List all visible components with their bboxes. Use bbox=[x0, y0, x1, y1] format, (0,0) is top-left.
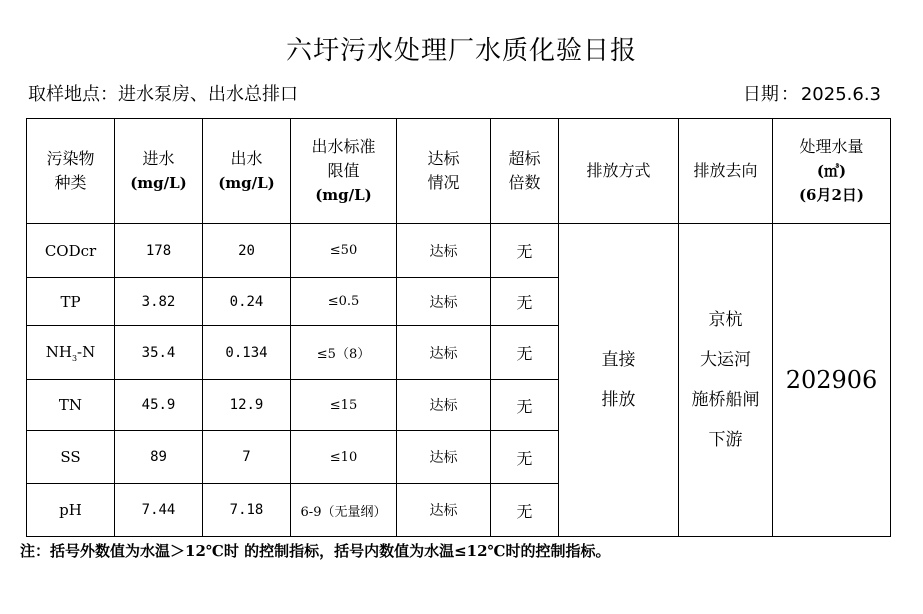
header-volume: 处理水量 (㎥) (6月2日) bbox=[773, 119, 891, 224]
effluent-value: 20 bbox=[203, 224, 291, 278]
pollutant-name: TP bbox=[27, 278, 115, 326]
limit-value: ≤10 bbox=[291, 431, 397, 484]
report-date: 日期 ： 2025.6.3 bbox=[742, 84, 881, 105]
limit-value: ≤0.5 bbox=[291, 278, 397, 326]
limit-value: ≤15 bbox=[291, 380, 397, 431]
header-discharge-method: 排放方式 bbox=[559, 119, 679, 224]
status-value: 达标 bbox=[397, 380, 491, 431]
exceed-value: 无 bbox=[491, 326, 559, 380]
footnote: 注：括号外数值为水温＞12℃时 的控制指标，括号内数值为水温≤12℃时的控制指标。 bbox=[20, 542, 611, 560]
influent-value: 3.82 bbox=[115, 278, 203, 326]
header-effluent: 出水 (mg/L) bbox=[203, 119, 291, 224]
header-discharge-destination: 排放去向 bbox=[679, 119, 773, 224]
status-value: 达标 bbox=[397, 278, 491, 326]
date-label: 日期 bbox=[742, 84, 779, 105]
influent-value: 35.4 bbox=[115, 326, 203, 380]
influent-value: 178 bbox=[115, 224, 203, 278]
limit-value: ≤5（8） bbox=[291, 326, 397, 380]
discharge-destination-cell: 京杭 大运河 施桥船闸 下游 bbox=[679, 224, 773, 537]
pollutant-name: $NH_3-N$ bbox=[27, 326, 115, 380]
pollutant-name: TN bbox=[27, 380, 115, 431]
header-limit: 出水标准 限值 (mg/L) bbox=[291, 119, 397, 224]
treated-volume: 202906 bbox=[773, 224, 891, 537]
status-value: 达标 bbox=[397, 326, 491, 380]
header-pollutant: 污染物 种类 bbox=[27, 119, 115, 224]
status-value: 达标 bbox=[397, 431, 491, 484]
status-value: 达标 bbox=[397, 484, 491, 537]
header-influent: 进水 (mg/L) bbox=[115, 119, 203, 224]
effluent-value: 0.24 bbox=[203, 278, 291, 326]
effluent-value: 7.18 bbox=[203, 484, 291, 537]
exceed-value: 无 bbox=[491, 278, 559, 326]
date-value: 2025.6.3 bbox=[800, 84, 881, 105]
limit-value: 6-9（无量纲） bbox=[291, 484, 397, 537]
influent-value: 45.9 bbox=[115, 380, 203, 431]
effluent-value: 7 bbox=[203, 431, 291, 484]
sampling-location: 取样地点：进水泵房、出水总排口 bbox=[28, 84, 298, 105]
influent-value: 89 bbox=[115, 431, 203, 484]
water-quality-table bbox=[26, 118, 891, 537]
effluent-value: 0.134 bbox=[203, 326, 291, 380]
discharge-method-cell: 直接 排放 bbox=[559, 224, 679, 537]
pollutant-name: pH bbox=[27, 484, 115, 537]
status-value: 达标 bbox=[397, 224, 491, 278]
exceed-value: 无 bbox=[491, 224, 559, 278]
exceed-value: 无 bbox=[491, 431, 559, 484]
pollutant-name: CODcr bbox=[27, 224, 115, 278]
effluent-value: 12.9 bbox=[203, 380, 291, 431]
pollutant-name: SS bbox=[27, 431, 115, 484]
header-exceed: 超标 倍数 bbox=[491, 119, 559, 224]
exceed-value: 无 bbox=[491, 484, 559, 537]
influent-value: 7.44 bbox=[115, 484, 203, 537]
header-status: 达标 情况 bbox=[397, 119, 491, 224]
report-title: 六圩污水处理厂水质化验日报 bbox=[285, 36, 637, 66]
exceed-value: 无 bbox=[491, 380, 559, 431]
limit-value: ≤50 bbox=[291, 224, 397, 278]
table-row bbox=[27, 224, 891, 278]
header-row bbox=[27, 119, 891, 224]
